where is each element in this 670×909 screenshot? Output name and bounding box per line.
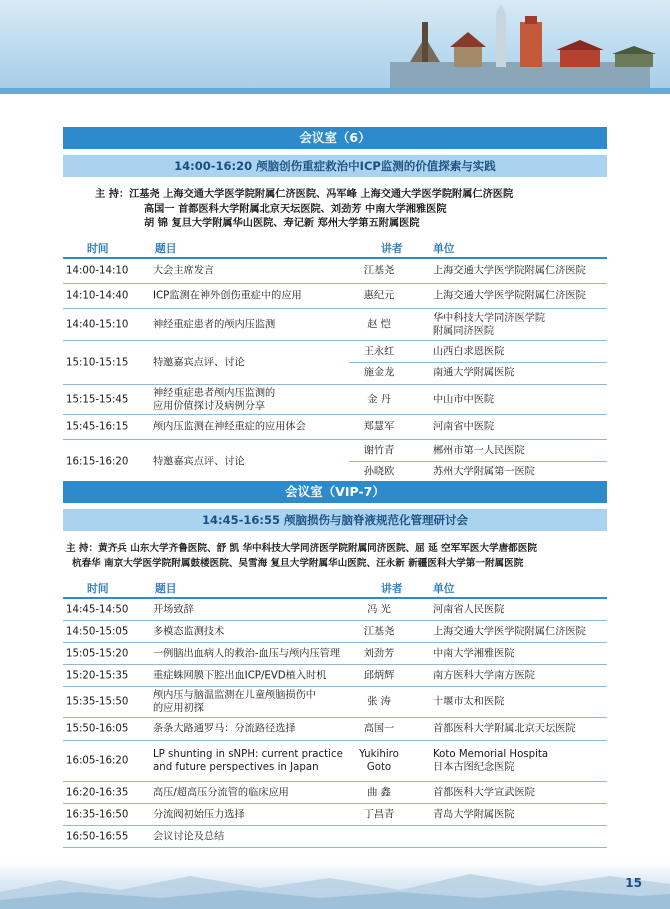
table-row bbox=[63, 804, 607, 826]
row-unit: 上海交通大学医学院附属仁济医院 bbox=[433, 265, 586, 277]
row-time: 15:35-15:50 bbox=[66, 696, 129, 708]
session-table bbox=[63, 259, 607, 483]
row-time: 14:40-15:10 bbox=[66, 319, 129, 330]
table-row bbox=[63, 385, 607, 415]
row-speaker: 高国一 bbox=[363, 723, 395, 735]
row-topic: 颅内压与脑温监测在儿童颅脑损伤中 的应用初探 bbox=[153, 690, 316, 714]
row-speaker: 江基尧 bbox=[363, 265, 395, 277]
session-hosts bbox=[66, 542, 537, 571]
table-row bbox=[63, 782, 607, 804]
row-topic: 神经重症患者颅内压监测的 应用价值探讨及病例分享 bbox=[153, 387, 276, 412]
row-unit: 南通大学附属医院 bbox=[433, 367, 515, 379]
row-unit: 首都医科大学宣武医院 bbox=[433, 787, 535, 798]
row-speaker: 冯 光 bbox=[367, 604, 391, 615]
row-speaker: Yukihiro Goto bbox=[359, 749, 399, 773]
session-subtitle: 14:00-16:20 颅脑创伤重症救治中ICP监测的价值探索与实践 bbox=[63, 155, 607, 177]
row-topic: 特邀嘉宾点评、讨论 bbox=[153, 456, 245, 467]
row-time: 16:05-16:20 bbox=[66, 755, 129, 767]
mountain-illustration bbox=[0, 862, 670, 909]
row-topic: 重症蛛网膜下腔出血ICP/EVD植入时机 bbox=[153, 670, 327, 681]
row-speaker: 孙晓欧 bbox=[363, 466, 395, 478]
host-line: 主 持：江基尧 上海交通大学医学院附属仁济医院、冯军峰 上海交通大学医学院附属仁济医院 bbox=[95, 189, 514, 200]
row-unit: 上海交通大学医学院附属仁济医院 bbox=[433, 290, 586, 302]
table-row bbox=[63, 415, 607, 440]
table-row bbox=[63, 718, 607, 741]
table-row bbox=[63, 687, 607, 718]
session-room-title: 会议室（6） bbox=[63, 127, 607, 149]
row-time: 14:10-14:40 bbox=[66, 290, 129, 302]
row-time: 14:45-14:50 bbox=[66, 604, 129, 615]
row-topic: 特邀嘉宾点评、讨论 bbox=[153, 357, 245, 368]
row-speaker: 郑慧军 bbox=[363, 421, 395, 433]
row-time: 16:15-16:20 bbox=[66, 456, 129, 467]
row-time: 14:50-15:05 bbox=[66, 626, 129, 637]
row-speaker: 惠纪元 bbox=[363, 290, 395, 302]
row-time: 14:00-14:10 bbox=[66, 265, 129, 277]
row-speaker: 赵 恺 bbox=[367, 319, 391, 330]
row-topic: 颅内压监测在神经重症的应用体会 bbox=[153, 421, 306, 433]
session-room-title: 会议室（VIP-7） bbox=[63, 481, 607, 503]
row-time: 15:20-15:35 bbox=[66, 670, 129, 681]
banner-band bbox=[0, 88, 670, 94]
row-time: 15:05-15:20 bbox=[66, 648, 129, 659]
table-row bbox=[63, 341, 607, 385]
row-unit: 苏州大学附属第一医院 bbox=[433, 466, 535, 478]
row-unit: 河南省人民医院 bbox=[433, 604, 505, 615]
table-row bbox=[63, 643, 607, 665]
header-speaker: 讲者 bbox=[381, 242, 403, 255]
table-row bbox=[63, 440, 607, 483]
row-topic: 会议讨论及总结 bbox=[153, 831, 225, 842]
table-row bbox=[63, 259, 607, 284]
table-row bbox=[63, 309, 607, 341]
table-row bbox=[63, 621, 607, 643]
host-line: 高国一 首都医科大学附属北京天坛医院、刘劲芳 中南大学湘雅医院 bbox=[144, 203, 447, 215]
row-unit: 中山市中医院 bbox=[433, 394, 495, 405]
row-speaker: 江基尧 bbox=[363, 626, 395, 637]
row-topic: 多模态监测技术 bbox=[153, 626, 225, 637]
row-time: 16:35-16:50 bbox=[66, 809, 129, 820]
header-unit: 单位 bbox=[433, 582, 455, 595]
row-speaker: 谢竹青 bbox=[363, 445, 395, 456]
row-time: 15:10-15:15 bbox=[66, 357, 129, 368]
row-topic: 大会主席发言 bbox=[153, 265, 215, 277]
row-unit: 南方医科大学南方医院 bbox=[433, 670, 535, 681]
row-time: 16:50-16:55 bbox=[66, 831, 129, 842]
row-topic: 一例脑出血病人的救治-血压与颅内压管理 bbox=[153, 648, 341, 659]
row-speaker: 邱炳辉 bbox=[363, 670, 395, 681]
table-row bbox=[63, 599, 607, 621]
header-topic: 题目 bbox=[155, 582, 177, 595]
footer-mountain-band bbox=[0, 862, 670, 909]
header-topic: 题目 bbox=[155, 242, 177, 255]
table-row bbox=[63, 741, 607, 782]
row-unit: 华中科技大学同济医学院 附属同济医院 bbox=[433, 312, 546, 337]
row-topic: 条条大路通罗马：分流路径选择 bbox=[153, 723, 296, 735]
row-unit: 首都医科大学附属北京天坛医院 bbox=[433, 723, 576, 735]
row-unit: 中南大学湘雅医院 bbox=[433, 648, 515, 659]
speaker-subrow bbox=[349, 461, 607, 483]
row-unit: 十堰市太和医院 bbox=[433, 696, 505, 708]
header-speaker: 讲者 bbox=[381, 582, 403, 595]
speaker-subrow bbox=[349, 341, 607, 363]
session-subtitle: 14:45-16:55 颅脑损伤与脑脊液规范化管理研讨会 bbox=[63, 509, 607, 531]
row-speaker: 王永红 bbox=[363, 346, 395, 357]
row-topic: 分流阀初始压力选择 bbox=[153, 809, 245, 820]
header-time: 时间 bbox=[87, 582, 109, 595]
row-speaker: 施金龙 bbox=[363, 367, 395, 379]
row-time: 15:45-16:15 bbox=[66, 421, 129, 433]
page-number: 15 bbox=[625, 876, 642, 890]
row-unit: 郴州市第一人民医院 bbox=[433, 445, 525, 456]
row-speaker: 刘劲芳 bbox=[363, 648, 395, 659]
row-speaker: 丁昌青 bbox=[363, 809, 395, 820]
row-speaker: 金 丹 bbox=[367, 394, 391, 405]
table-row bbox=[63, 826, 607, 848]
row-unit: Koto Memorial Hospita 日本古图纪念医院 bbox=[433, 749, 549, 773]
host-line: 杭春华 南京大学医学院附属鼓楼医院、吴雪海 复旦大学附属华山医院、汪永新 新疆医科大学第一附属医院 bbox=[72, 557, 524, 569]
row-unit: 河南省中医院 bbox=[433, 421, 495, 433]
row-time: 15:50-16:05 bbox=[66, 723, 129, 735]
row-unit: 山西白求恩医院 bbox=[433, 346, 505, 357]
host-line: 主 持：黄齐兵 山东大学齐鲁医院、舒 凯 华中科技大学同济医学院附属同济医院、屈 延 空军军医大学唐都医院 bbox=[66, 543, 537, 554]
row-topic: ICP监测在神外创伤重症中的应用 bbox=[153, 290, 302, 302]
row-topic: LP shunting in sNPH: current practice and future perspectives in Japan bbox=[153, 749, 343, 773]
speaker-subrow bbox=[349, 440, 607, 462]
session-hosts bbox=[95, 188, 513, 232]
row-speaker: 张 涛 bbox=[367, 696, 391, 708]
row-unit: 上海交通大学医学院附属仁济医院 bbox=[433, 626, 586, 637]
row-speaker: 曲 鑫 bbox=[367, 787, 391, 798]
table-row bbox=[63, 284, 607, 309]
session-table bbox=[63, 599, 607, 848]
row-unit: 青岛大学附属医院 bbox=[433, 809, 515, 820]
header-banner bbox=[0, 0, 670, 92]
row-topic: 高压/超高压分流管的临床应用 bbox=[153, 787, 289, 798]
row-topic: 开场致辞 bbox=[153, 604, 194, 615]
table-header bbox=[63, 580, 607, 599]
header-time: 时间 bbox=[87, 242, 109, 255]
row-topic: 神经重症患者的颅内压监测 bbox=[153, 319, 276, 330]
speaker-subrow bbox=[349, 362, 607, 384]
table-header bbox=[63, 240, 607, 259]
city-skyline-illustration bbox=[370, 2, 670, 92]
header-unit: 单位 bbox=[433, 242, 455, 255]
row-time: 16:20-16:35 bbox=[66, 787, 129, 798]
host-line: 胡 锦 复旦大学附属华山医院、寿记新 郑州大学第五附属医院 bbox=[144, 218, 420, 230]
row-time: 15:15-15:45 bbox=[66, 394, 129, 405]
table-row bbox=[63, 665, 607, 687]
